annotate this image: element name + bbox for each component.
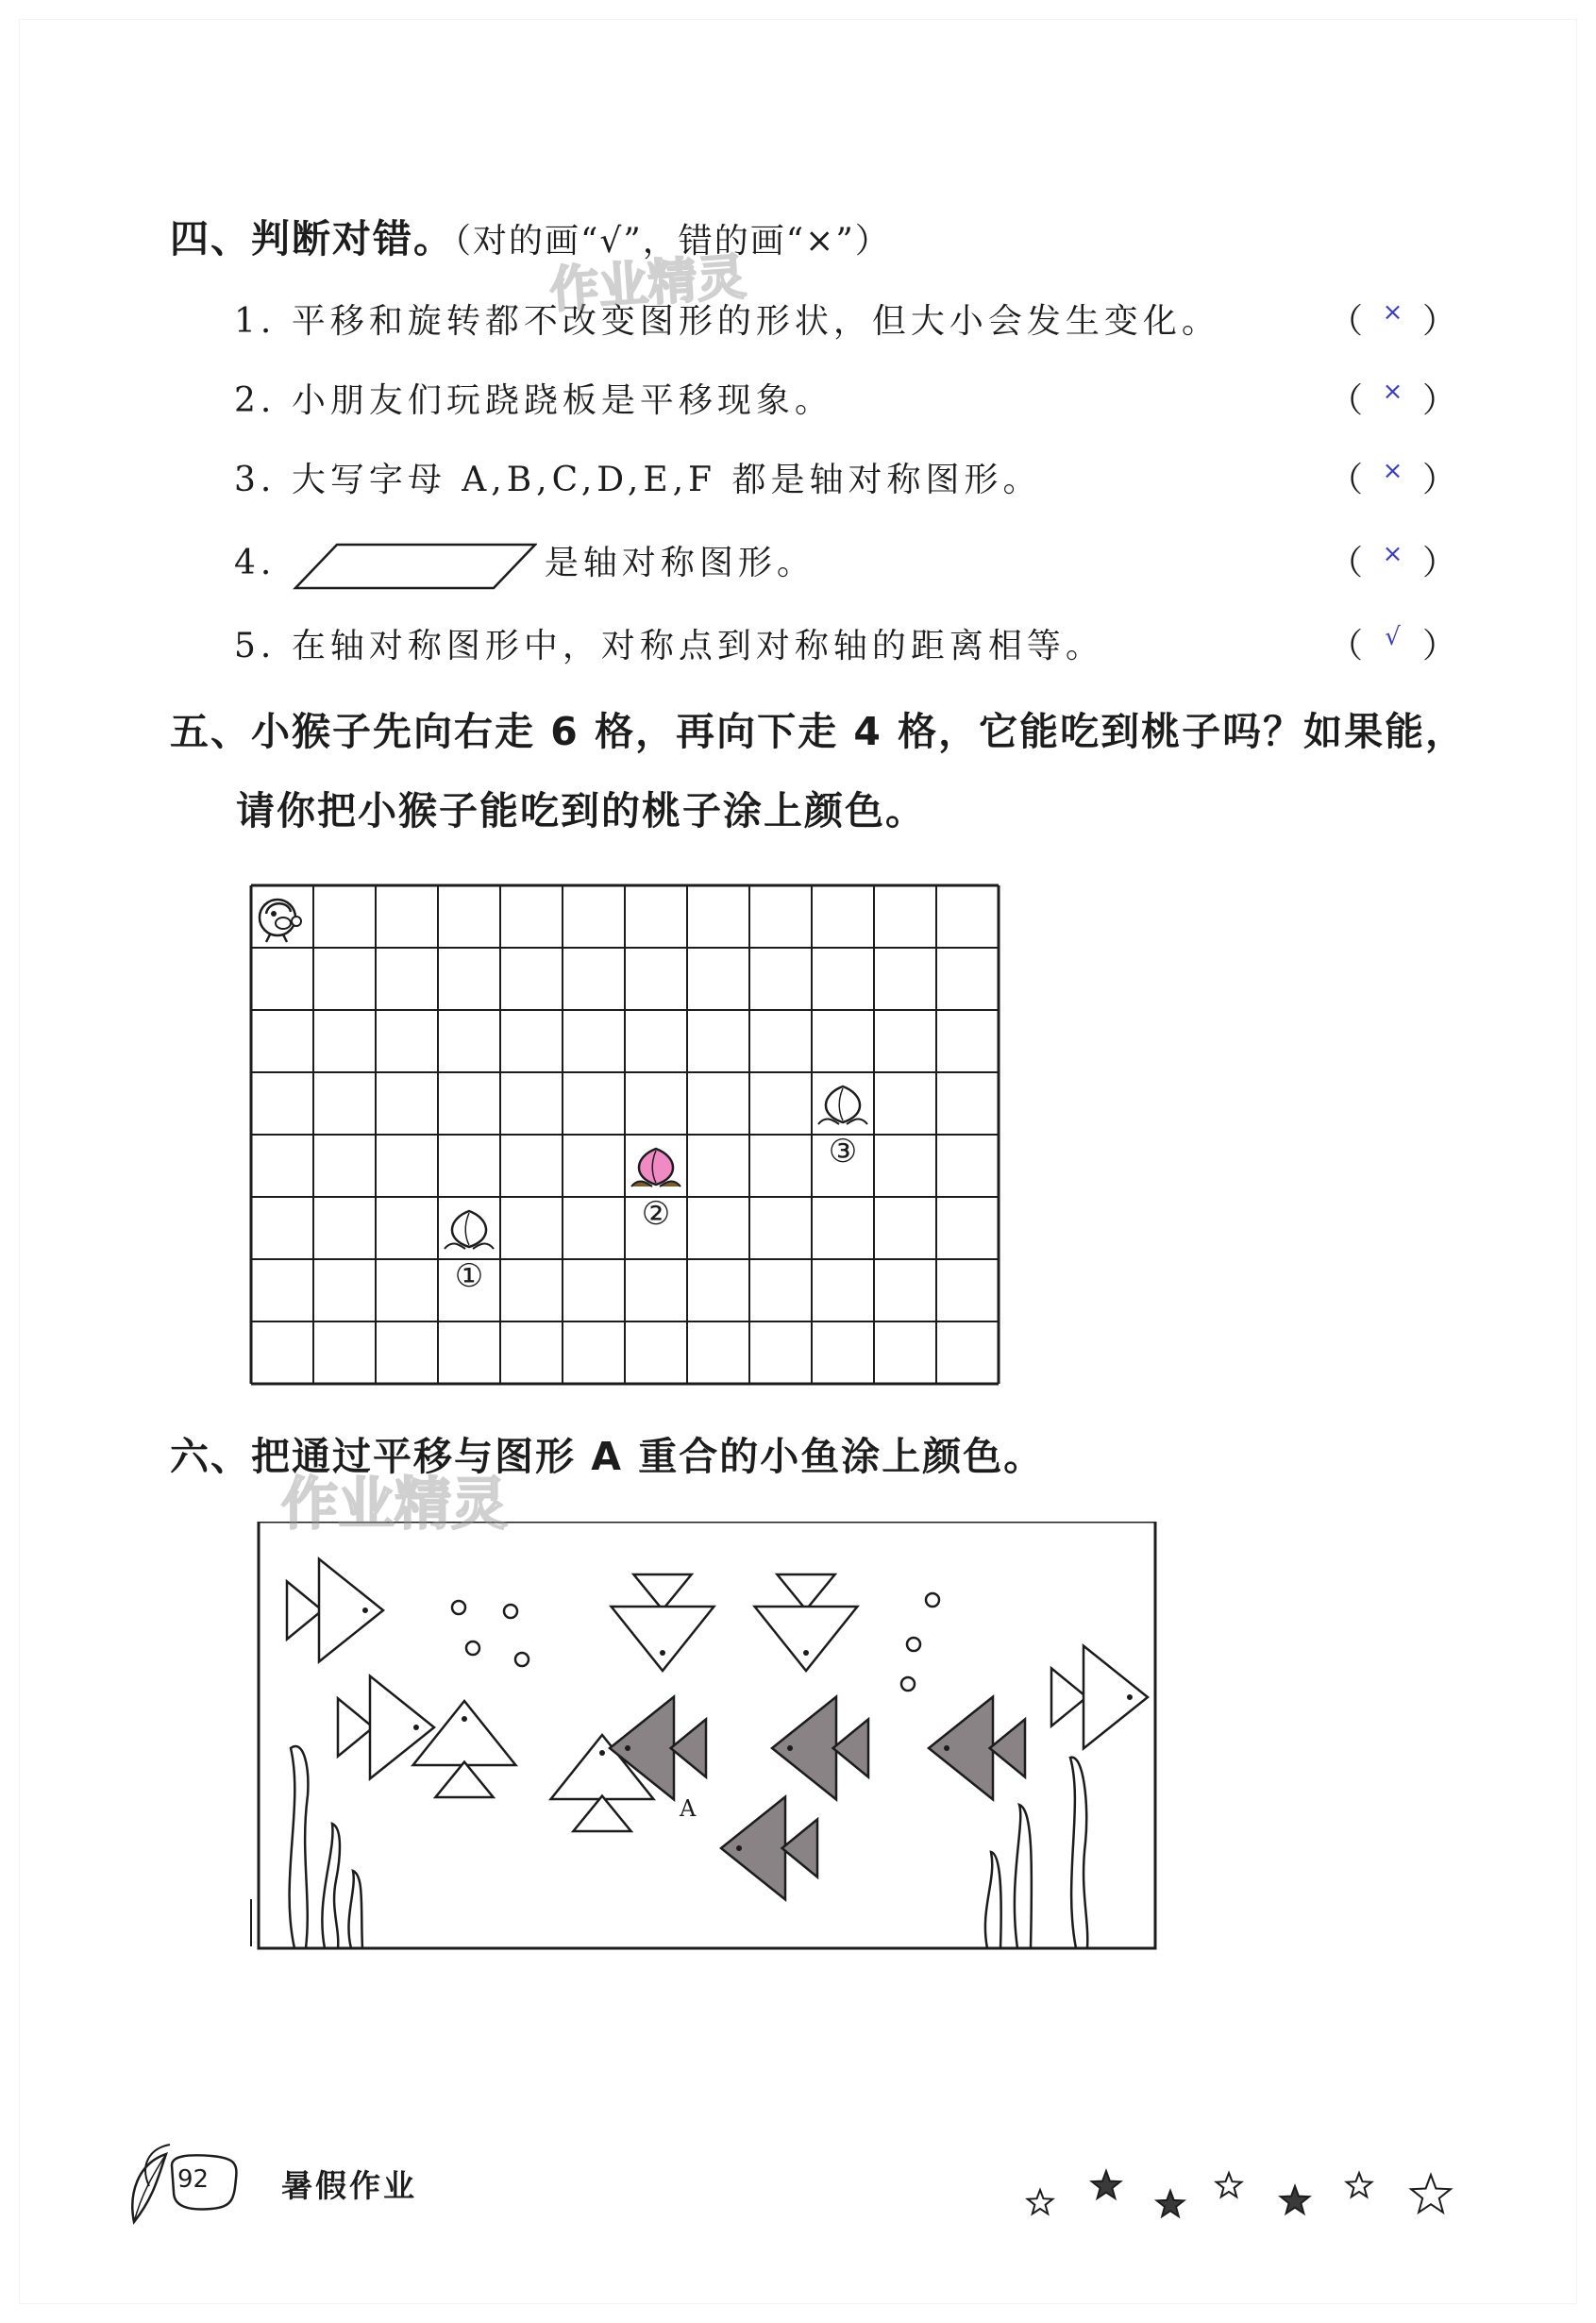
answer-box[interactable] bbox=[1329, 295, 1461, 344]
star-icon bbox=[1217, 2173, 1242, 2197]
section5-heading-line2: 请你把小猴子能吃到的桃子涂上颜色。 bbox=[236, 788, 926, 833]
section4-note: （对的画“√”，错的画“×”） bbox=[454, 222, 891, 261]
item-number: 2. bbox=[234, 381, 277, 420]
paren-open: （ bbox=[1329, 627, 1369, 665]
peaches bbox=[445, 1086, 867, 1295]
judge-item-3 bbox=[234, 453, 1461, 502]
star-icon bbox=[1157, 2191, 1184, 2216]
monkey-icon bbox=[260, 900, 301, 942]
watermark: 作业精灵 bbox=[547, 248, 748, 320]
star-icon bbox=[1281, 2186, 1309, 2214]
peach-1[interactable] bbox=[445, 1211, 494, 1295]
answer-mark: × bbox=[1382, 457, 1408, 485]
judge-item-5 bbox=[234, 619, 1461, 668]
answer-mark: × bbox=[1382, 298, 1408, 327]
star-icon bbox=[1347, 2173, 1372, 2197]
star-icon bbox=[1028, 2190, 1053, 2214]
peach-3[interactable] bbox=[818, 1086, 867, 1170]
watermark: 作业精灵 bbox=[281, 1472, 508, 1538]
answer-box[interactable] bbox=[1329, 619, 1461, 668]
peach-2[interactable] bbox=[631, 1149, 680, 1233]
section4-heading bbox=[170, 208, 891, 263]
peach-label: ② bbox=[641, 1195, 671, 1233]
item-text: 是轴对称图形。 bbox=[544, 544, 815, 582]
peach-label: ① bbox=[454, 1257, 484, 1295]
section5-heading-line1: 五、小猴子先向右走 6 格，再向下走 4 格，它能吃到桃子吗？如果能， bbox=[170, 709, 1467, 754]
answer-box[interactable] bbox=[1329, 374, 1461, 423]
parallelogram-shape bbox=[292, 539, 537, 592]
item-number: 1. bbox=[234, 302, 277, 341]
peach-label: ③ bbox=[828, 1133, 858, 1170]
paren-close: ） bbox=[1421, 302, 1461, 341]
item-text: 小朋友们玩跷跷板是平移现象。 bbox=[291, 381, 833, 420]
judge-item-2 bbox=[234, 374, 1461, 423]
item-text: 在轴对称图形中，对称点到对称轴的距离相等。 bbox=[291, 627, 1104, 665]
paren-open: （ bbox=[1329, 544, 1369, 582]
footer-title: 暑假作业 bbox=[281, 2167, 417, 2204]
monkey-grid bbox=[247, 882, 1002, 1391]
star-icon bbox=[1092, 2171, 1120, 2198]
grid-lines bbox=[251, 885, 999, 1384]
item-number: 4. bbox=[234, 544, 277, 582]
section4-title: 四、判断对错。 bbox=[170, 216, 454, 261]
paren-open: （ bbox=[1329, 461, 1369, 499]
paren-open: （ bbox=[1329, 381, 1369, 420]
answer-mark: × bbox=[1382, 540, 1408, 568]
star-icon bbox=[1411, 2175, 1451, 2213]
item-text: 平移和旋转都不改变图形的形状，但大小会发生变化。 bbox=[291, 302, 1220, 341]
answer-box[interactable] bbox=[1329, 453, 1461, 502]
item-text: 大写字母 A,B,C,D,E,F 都是轴对称图形。 bbox=[291, 461, 1042, 499]
figure-a-label: A bbox=[680, 1795, 697, 1822]
paren-open: （ bbox=[1329, 302, 1369, 341]
fish-tank bbox=[245, 1522, 1170, 1965]
page-number: 92 bbox=[177, 2165, 210, 2194]
paren-close: ） bbox=[1421, 544, 1461, 582]
answer-box[interactable] bbox=[1329, 536, 1461, 585]
paren-close: ） bbox=[1421, 381, 1461, 420]
item-number: 3. bbox=[234, 461, 277, 499]
answer-mark: √ bbox=[1385, 623, 1405, 651]
answer-mark: × bbox=[1382, 378, 1408, 406]
section6-heading: 六、把通过平移与图形 A 重合的小鱼涂上颜色。 bbox=[170, 1434, 1045, 1479]
judge-item-4 bbox=[234, 536, 1461, 585]
paren-close: ） bbox=[1421, 627, 1461, 665]
decorative-stars bbox=[1019, 2158, 1482, 2233]
item-number: 5. bbox=[234, 627, 277, 665]
judge-item-1 bbox=[234, 295, 1461, 344]
paren-close: ） bbox=[1421, 461, 1461, 499]
